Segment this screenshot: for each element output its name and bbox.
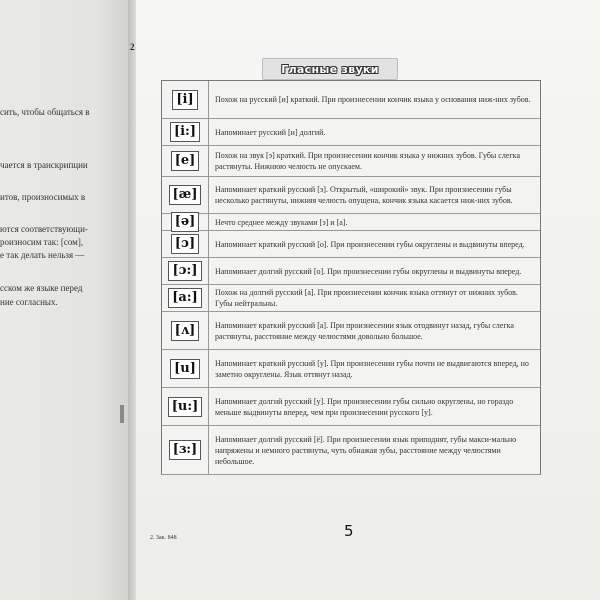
left-page-text-line: сском же языке перед <box>0 283 83 293</box>
vowel-symbol: [ʌ] <box>171 321 200 341</box>
vowel-row <box>161 214 541 231</box>
page-title: Гласные звуки <box>281 62 379 76</box>
vowel-row <box>161 285 541 312</box>
page-number: 5 <box>344 522 354 540</box>
vowel-row <box>161 119 541 146</box>
vowel-description: Нечто среднее между звуками [э] и [а]. <box>215 217 348 227</box>
vowel-symbol-cell <box>162 426 209 474</box>
vowel-row <box>161 426 541 475</box>
vowel-symbol: [e] <box>171 151 200 171</box>
vowel-row <box>161 312 541 350</box>
vowel-symbol-cell <box>162 285 209 311</box>
left-page-text-line: ются соответствующи- <box>0 224 88 234</box>
vowel-symbol: [ə] <box>171 212 200 232</box>
page-title-banner <box>262 58 398 80</box>
vowel-symbol: [æ] <box>169 185 202 205</box>
left-page-text-line: итов, произносимых в <box>0 192 86 202</box>
vowel-description: Напоминает краткий русский [а]. При произнесении язык отодвинут назад, губы слегка растянуты, расстояние между челюстями довольно большое. <box>215 320 514 341</box>
vowel-symbol-cell <box>162 81 209 118</box>
vowel-symbol: [ɔ:] <box>168 261 201 281</box>
vowel-symbol-cell <box>162 214 209 230</box>
vowel-description: Похож на звук [э] краткий. При произнесении кончик языка у нижних зубов. Губы слегка растянуты. Нижнюю челюсть не опускаем. <box>215 151 520 171</box>
vowel-symbol: [u] <box>170 359 200 379</box>
left-page <box>0 0 135 600</box>
corner-mark: 2 <box>130 42 135 52</box>
vowel-symbol-cell <box>162 312 209 349</box>
vowel-description: Похож на русский [и] краткий. При произнесении кончик языка у основания ниж-них зубов. <box>215 95 531 104</box>
vowel-symbol: [i] <box>172 90 197 110</box>
vowel-description: Напоминает долгий русский [ё]. При произнесении язык приподнят, губы макси-мально напряжены и немного растянуты, чуть обнажая зубы, расстояние между челюстями небольшое. <box>215 434 517 466</box>
vowel-symbol: [u:] <box>168 397 203 417</box>
vowel-symbol-cell <box>162 350 209 387</box>
vowel-symbol-cell <box>162 231 209 257</box>
vowel-symbol-cell <box>162 177 209 213</box>
vowel-symbol: [ɜ:] <box>169 440 201 460</box>
page-edge-marker <box>120 405 124 423</box>
vowel-description: Напоминает краткий русский [э]. Открытый, «широкий» звук. При произнесении губы несколько растянуты, нижняя челюсть опущена, кончик языка касается ниж-них зубов. <box>215 185 513 205</box>
vowel-description: Напоминает краткий русский [у]. При произнесении губы почти не выдвигаются вперед, но заметно округлены. Язык оттянут назад. <box>215 358 529 379</box>
vowel-row <box>161 177 541 214</box>
vowel-description: Напоминает русский [и] долгий. <box>215 127 326 137</box>
vowel-row <box>161 350 541 388</box>
vowel-description: Напоминает долгий русский [у]. При произнесении губы сильно округлены, но гораздо меньше выдвинуты вперед, чем при произнесении русского [у]. <box>215 396 514 417</box>
vowel-row <box>161 81 541 119</box>
footer-print-code: 2. Зак. 848 <box>150 535 177 541</box>
vowel-row <box>161 231 541 258</box>
vowel-row <box>161 146 541 177</box>
left-page-text-line: чается в транскрипции <box>0 160 88 170</box>
left-page-text-line: ние согласных. <box>0 297 58 307</box>
vowel-symbol-cell <box>162 119 209 145</box>
left-page-text-line: сить, чтобы общаться в <box>0 107 90 117</box>
left-page-text-line: е так делать нельзя — <box>0 250 85 260</box>
vowel-symbol: [a:] <box>168 288 202 308</box>
vowel-table <box>161 80 541 475</box>
vowel-symbol-cell <box>162 146 209 176</box>
vowel-symbol: [ɔ] <box>171 234 199 254</box>
vowel-symbol: [i:] <box>170 122 200 142</box>
left-page-text-line: роизносим так: [сом], <box>0 237 84 247</box>
vowel-description: Напоминает краткий русский [о]. При произнесении губы округлены и выдвинуты вперед. <box>215 239 525 249</box>
vowel-row <box>161 388 541 426</box>
vowel-symbol-cell <box>162 258 209 284</box>
vowel-symbol-cell <box>162 388 209 425</box>
vowel-description: Похож на долгий русский [а]. При произнесении кончик языка оттянут от нижних зубов. Губы нейтральны. <box>215 288 518 308</box>
vowel-row <box>161 258 541 285</box>
vowel-description: Напоминает долгий русский [о]. При произнесении губы округлены и выдвинуты вперед. <box>215 266 522 276</box>
